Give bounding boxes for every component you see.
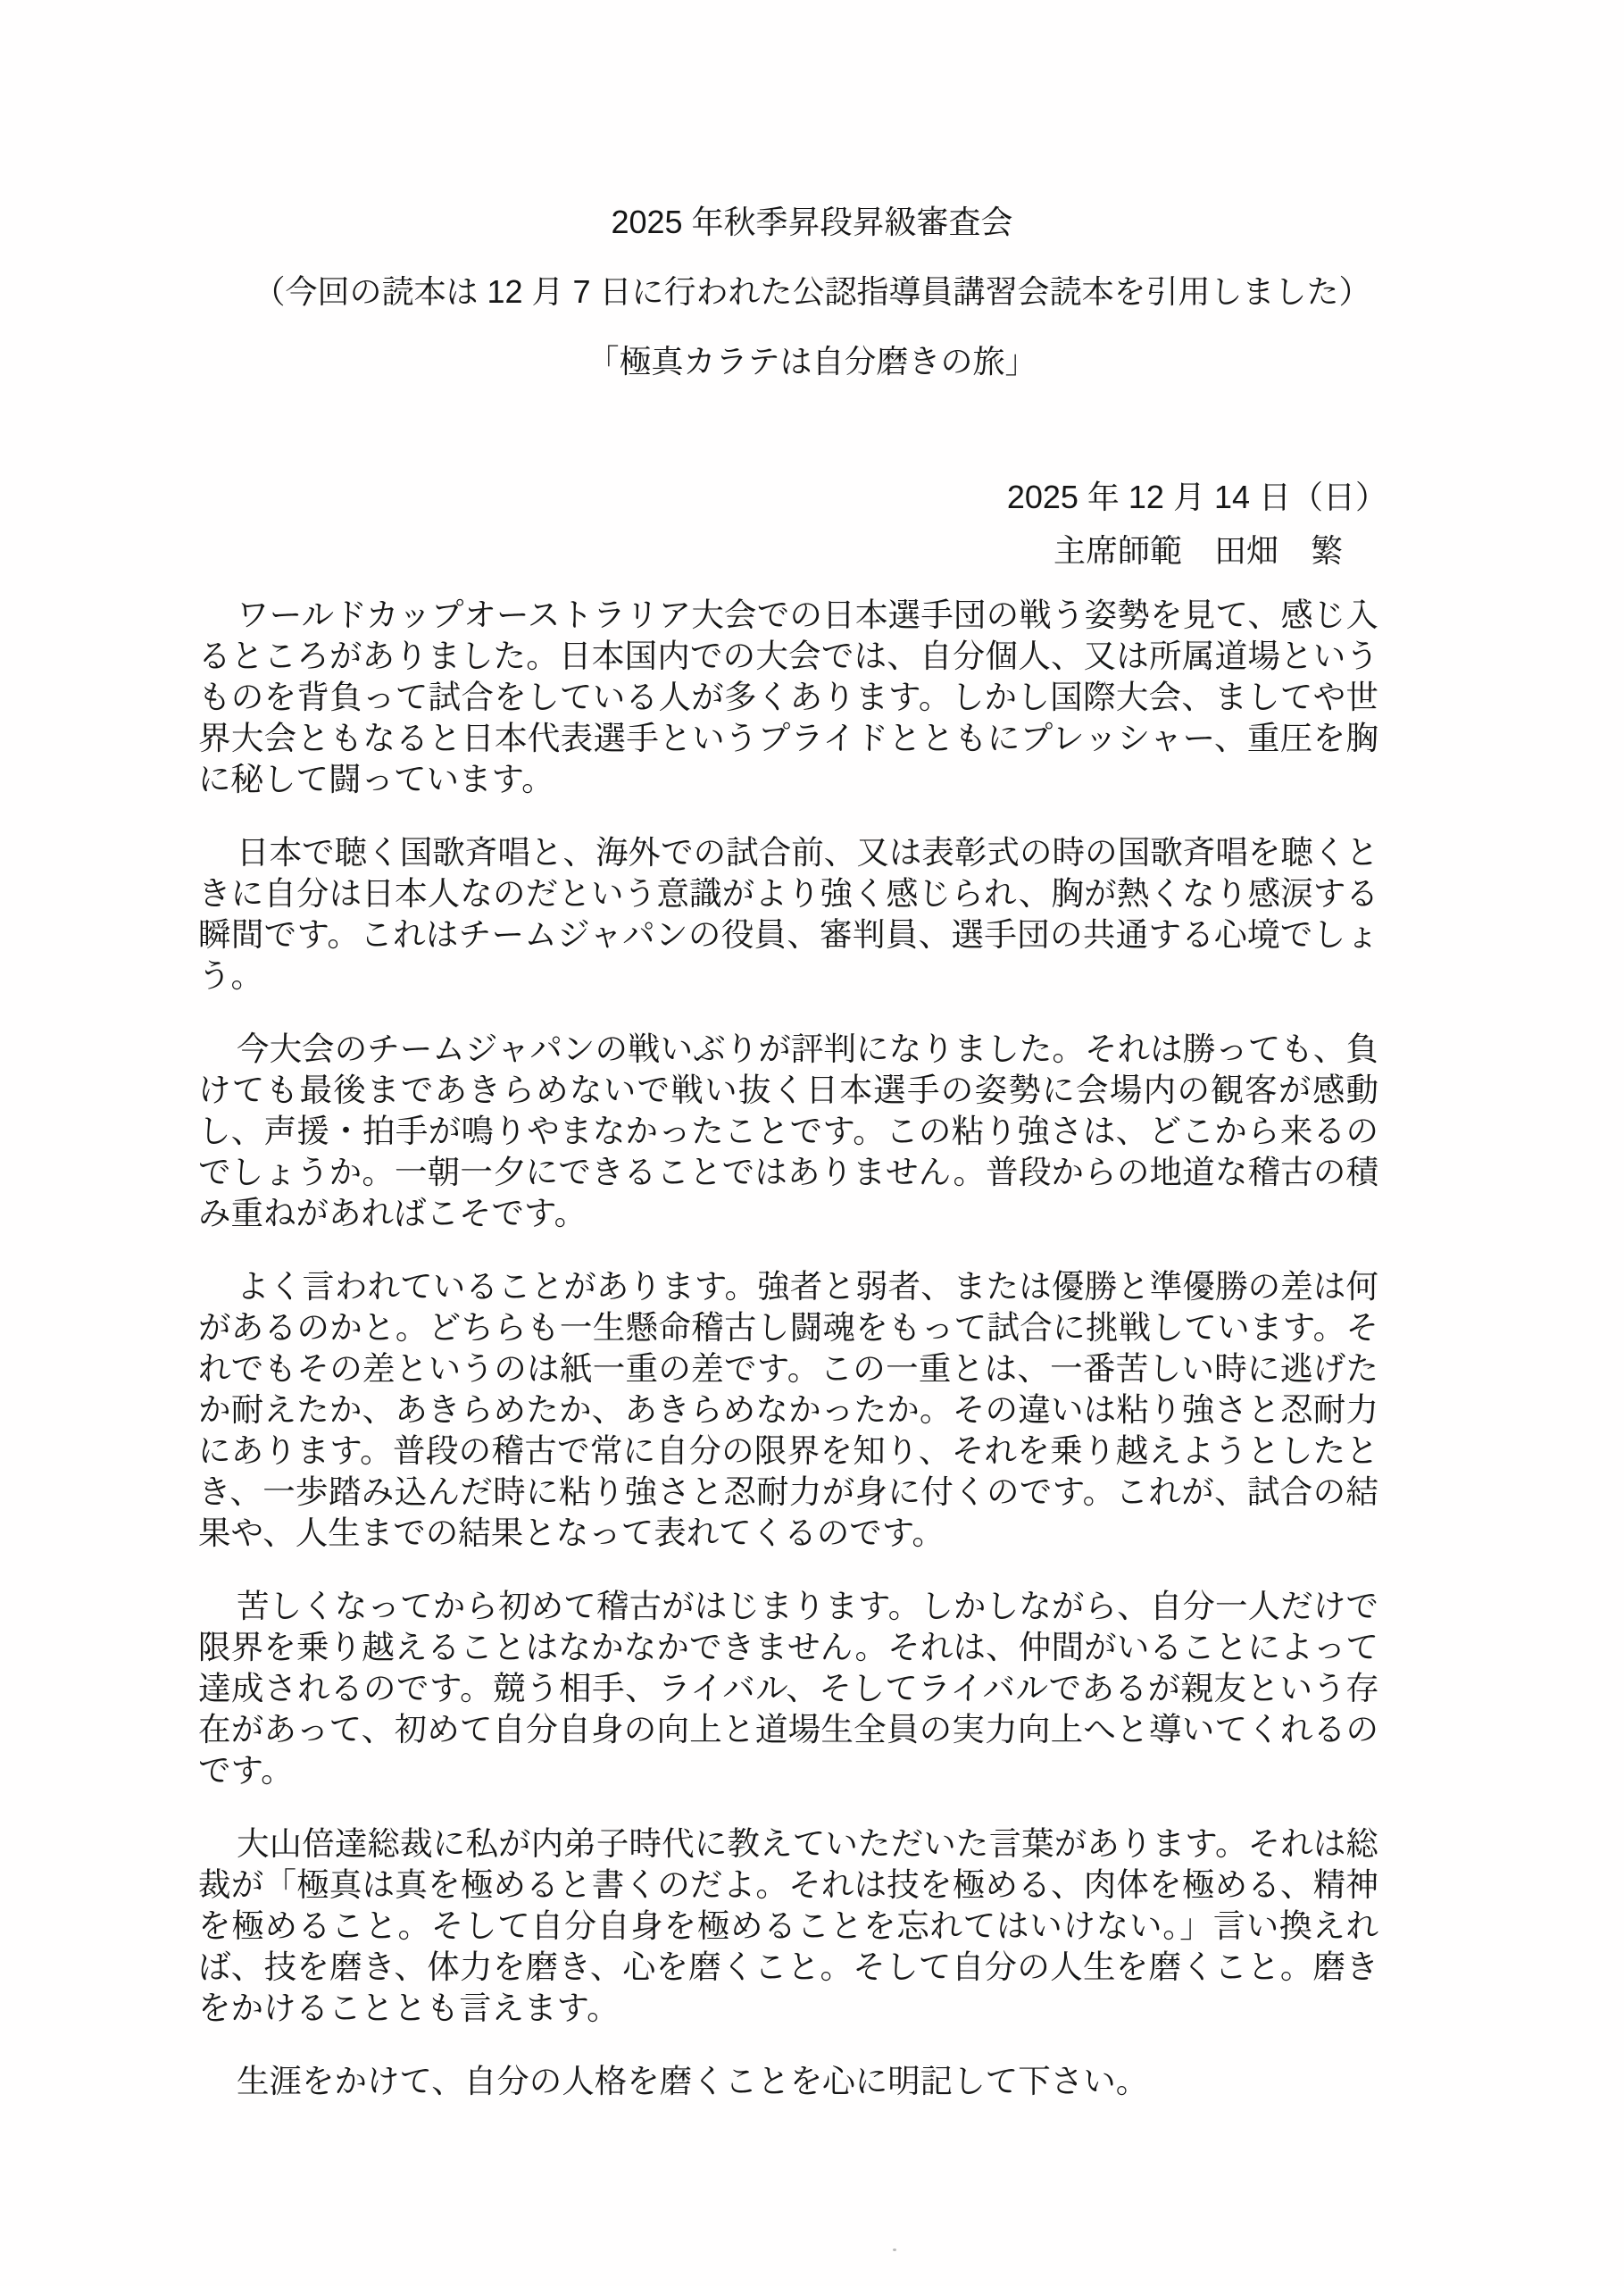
paragraph: 生涯をかけて、自分の人格を磨くことを心に明記して下さい。 <box>237 2063 1149 2099</box>
scan-speck <box>893 2248 896 2251</box>
paragraph: 苦しくなってから初めて稽古がはじまります。しかしながら、自分一人だけで限界を乗り越えることはなかなかできません。それは、仲間がいることによって達成されるのです。競う相手、ライバル、そしてライバルであるが親友という存在があって、初めて自分自身の向上と道場生全員の実力向上へと導いてくれるのです。 <box>198 1588 1378 1789</box>
paragraph: よく言われていることがあります。強者と弱者、または優勝と準優勝の差は何があるのかと。どちらも一生懸命稽古し闘魂をもって試合に挑戦しています。それでもその差というのは紙一重の差です。この一重とは、一番苦しい時に逃げたか耐えたか、あきらめたか、あきらめなかったか。その違いは粘り強さと忍耐力にあります。普段の稽古で常に自分の限界を知り、それを乗り越えようとしたとき、一歩踏み込んだ時に粘り強さと忍耐力が身に付くのです。これが、試合の結果や、人生までの結果となって表れてくるのです。 <box>198 1268 1378 1551</box>
document-subtitle: （今回の読本は 12 月 7 日に行われた公認指導員講習会読本を引用しました） <box>253 273 1371 310</box>
paragraph: ワールドカップオーストラリア大会での日本選手団の戦う姿勢を見て、感じ入るところがありました。日本国内での大会では、自分個人、又は所属道場というものを背負って試合をしている人が多くあります。しかし国際大会、ましてや世界大会ともなると日本代表選手というプライドとともにプレッシャー、重圧を胸に秘して闘っています。 <box>198 597 1378 797</box>
document-title: 2025 年秋季昇段昇級審査会 <box>611 204 1013 240</box>
paragraph: 大山倍達総裁に私が内弟子時代に教えていただいた言葉があります。それは総裁が「極真は真を極めると書くのだよ。それは技を極める、肉体を極める、精神を極めること。そして自分自身を極めることを忘れてはいけない。」言い換えれば、技を磨き、体力を磨き、心を磨くこと。そして自分の人生を磨くこと。磨きをかけることとも言えます。 <box>198 1825 1378 2026</box>
document-body <box>198 595 1378 2134</box>
document-quote-title: 「極真カラテは自分磨きの旅」 <box>587 343 1037 380</box>
document-author: 主席師範 田畑 繁 <box>1053 532 1343 569</box>
paragraph: 今大会のチームジャパンの戦いぶりが評判になりました。それは勝っても、負けても最後まであきらめないで戦い抜く日本選手の姿勢に会場内の観客が感動し、声援・拍手が鳴りやまなかったことです。この粘り強さは、どこから来るのでしょうか。一朝一夕にできることではありません。普段からの地道な稽古の積み重ねがあればこそです。 <box>198 1030 1378 1231</box>
dateline-block <box>1007 471 1387 578</box>
document-date: 2025 年 12 月 14 日（日） <box>1006 479 1387 515</box>
document-header <box>0 188 1624 396</box>
paragraph: 日本で聴く国歌斉唱と、海外での試合前、又は表彰式の時の国歌斉唱を聴くときに自分は日本人なのだという意識がより強く感じられ、胸が熱くなり感涙する瞬間です。これはチームジャパンの役員、審判員、選手団の共通する心境でしょう。 <box>198 834 1378 994</box>
